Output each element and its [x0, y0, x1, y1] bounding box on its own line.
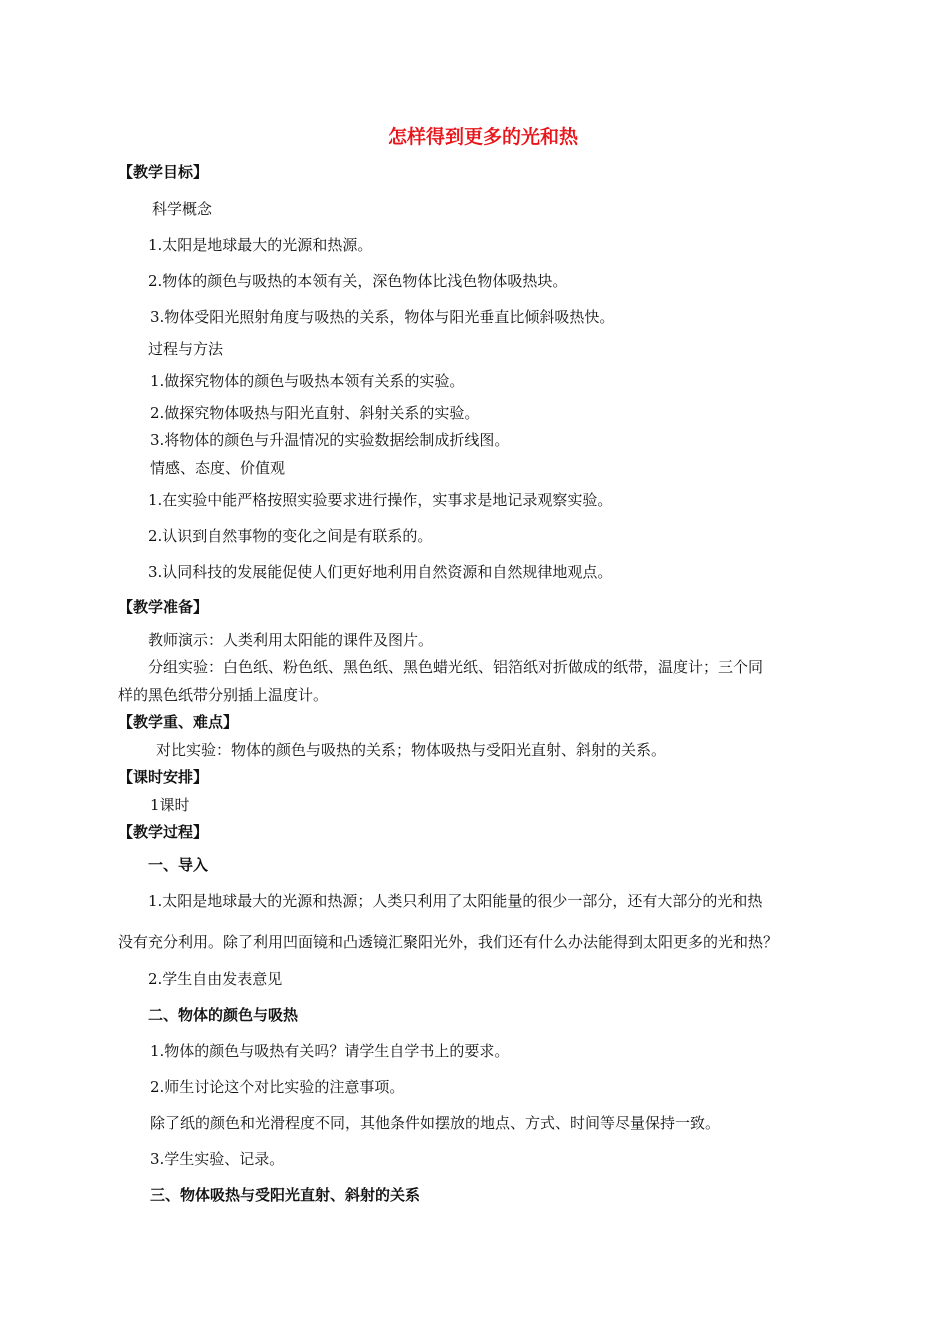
process-heading: 【教学过程】: [118, 823, 209, 841]
concept-item: 3.物体受阳光照射角度与吸热的关系，物体与阳光垂直比倾斜吸热快。: [150, 308, 615, 326]
prep-heading: 【教学准备】: [118, 598, 209, 616]
concept-item: 2.物体的颜色与吸热的本领有关，深色物体比浅色物体吸热块。: [148, 272, 568, 290]
page-title: 怎样得到更多的光和热: [388, 126, 579, 148]
schedule-text: 1课时: [150, 796, 190, 814]
part2-line: 3.学生实验、记录。: [150, 1150, 285, 1168]
prep-line: 教师演示：人类利用太阳能的课件及图片。: [148, 631, 434, 649]
attitude-item: 2.认识到自然事物的变化之间是有联系的。: [148, 527, 433, 545]
part1-line: 1.太阳是地球最大的光源和热源；人类只利用了太阳能量的很少一部分，还有大部分的光和热: [148, 892, 763, 910]
part1-line: 没有充分利用。除了利用凹面镜和凸透镜汇聚阳光外，我们还有什么办法能得到太阳更多的光和热？: [118, 933, 779, 951]
goals-heading: 【教学目标】: [118, 163, 209, 181]
attitude-item: 1.在实验中能严格按照实验要求进行操作，实事求是地记录观察实验。: [148, 491, 613, 509]
process-label: 过程与方法: [148, 340, 224, 358]
attitude-item: 3.认同科技的发展能促使人们更好地利用自然资源和自然规律地观点。: [148, 563, 613, 581]
part1-title: 一、导入: [148, 856, 209, 874]
process-item: 3.将物体的颜色与升温情况的实验数据绘制成折线图。: [150, 431, 510, 449]
part3-title: 三、物体吸热与受阳光直射、斜射的关系: [150, 1186, 421, 1204]
key-heading: 【教学重、难点】: [118, 713, 239, 731]
concept-label: 科学概念: [152, 200, 213, 218]
schedule-heading: 【课时安排】: [118, 768, 209, 786]
concept-item: 1.太阳是地球最大的光源和热源。: [148, 236, 373, 254]
process-item: 1.做探究物体的颜色与吸热本领有关系的实验。: [150, 372, 465, 390]
part2-title: 二、物体的颜色与吸热: [148, 1006, 299, 1024]
part2-line: 除了纸的颜色和光滑程度不同，其他条件如摆放的地点、方式、时间等尽量保持一致。: [150, 1114, 721, 1132]
prep-line: 分组实验：白色纸、粉色纸、黑色纸、黑色蜡光纸、铝箔纸对折做成的纸带，温度计；三个同: [148, 658, 764, 676]
part1-line: 2.学生自由发表意见: [148, 970, 283, 988]
part2-line: 1.物体的颜色与吸热有关吗？请学生自学书上的要求。: [150, 1042, 510, 1060]
part2-line: 2.师生讨论这个对比实验的注意事项。: [150, 1078, 405, 1096]
prep-line: 样的黑色纸带分别插上温度计。: [118, 686, 329, 704]
key-text: 对比实验：物体的颜色与吸热的关系；物体吸热与受阳光直射、斜射的关系。: [156, 741, 667, 759]
process-item: 2.做探究物体吸热与阳光直射、斜射关系的实验。: [150, 404, 480, 422]
attitude-label: 情感、态度、价值观: [150, 459, 286, 477]
